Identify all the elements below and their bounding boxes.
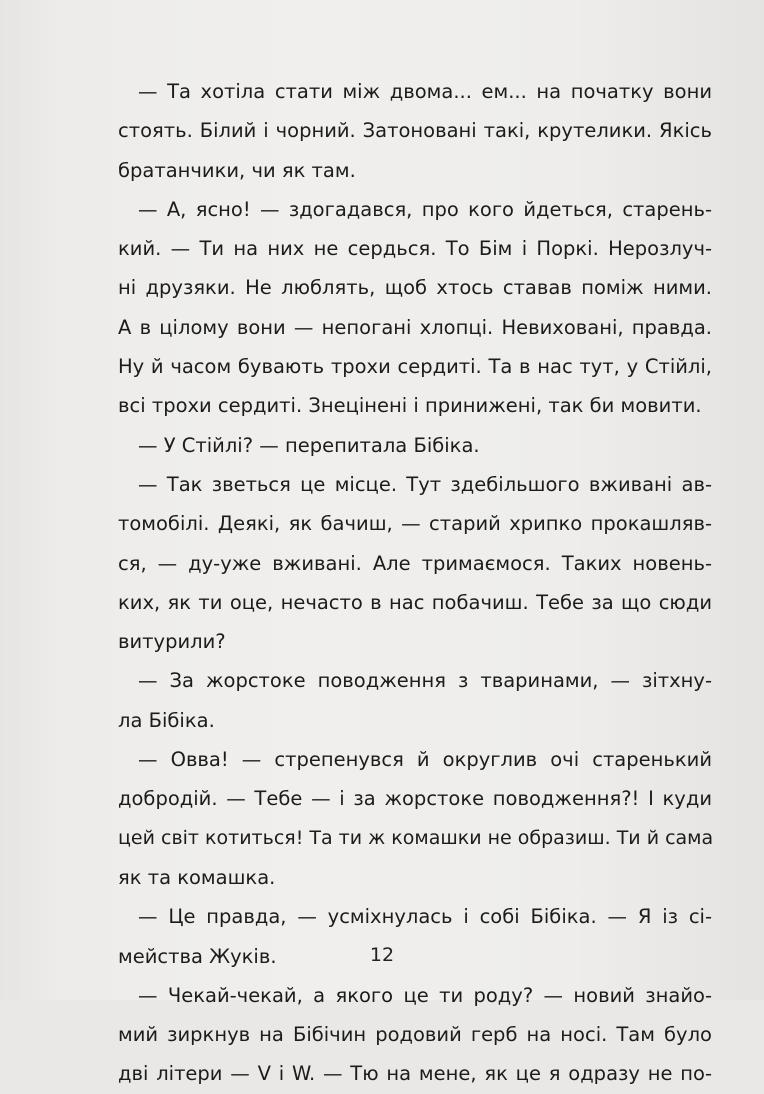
text-line: цей світ котиться! Та ти ж комашки не образиш. Ти й сама	[118, 826, 714, 849]
text-line: — А, ясно! — здогадався, про кого йдеться, старень-	[138, 197, 712, 221]
text-line: — Та хотіла стати між двома... ем... на початку вони	[138, 80, 712, 103]
text-line: кий. — Ти на них не сердься. То Бім і Поркі. Нерозлуч-	[118, 237, 712, 261]
text-line: — Чекай-чекай, а якого це ти роду? — новий знайо-	[138, 983, 712, 1007]
text-line: — Овва! — стрепенувся й округлив очі старенький	[138, 748, 712, 772]
text-line: як та комашка.	[118, 865, 276, 889]
text-line: дві літери — V і W. — Тю на мене, як це я одразу не по-	[118, 1062, 712, 1086]
text-line: витурили?	[118, 630, 226, 654]
page-number: 12	[369, 944, 395, 966]
text-line: томобілі. Деякі, як бачиш, — старий хрипко прокашляв-	[118, 512, 712, 536]
text-line: ні друзяки. Не люблять, щоб хтось ставав поміж ними.	[118, 276, 712, 300]
text-line: всі трохи сердиті. Знецінені і принижені, так би мовити.	[118, 394, 702, 418]
text-line: мий зиркнув на Бібічин родовий герб на носі. Там було	[118, 1023, 712, 1047]
text-line: мейства Жуків.	[118, 944, 277, 968]
text-line: ся, — ду-уже вживані. Але тримаємося. Таких новень-	[118, 551, 712, 575]
text-line: ких, як ти оце, нечасто в нас побачиш. Тебе за що сюди	[118, 590, 712, 614]
text-line: добродій. — Тебе — і за жорстоке поводження?! І куди	[118, 787, 712, 811]
text-line: — За жорстоке поводження з тваринами, — зітхну-	[138, 669, 712, 693]
text-line: братанчики, чи як там.	[118, 158, 356, 182]
text-line: — Це правда, — усміхнулась і собі Бібіка. — Я із сі-	[138, 905, 712, 929]
text-line: ла Бібіка.	[118, 708, 215, 732]
text-line: стоять. Білий і чорний. Затоновані такі, крутелики. Якісь	[118, 119, 712, 143]
text-line: — У Стійлі? — перепитала Бібіка.	[138, 433, 480, 457]
text-line: — Так зветься це місце. Тут здебільшого вживані ав-	[138, 472, 712, 496]
text-line: Ну й часом бувають трохи сердиті. Та в нас тут, у Стійлі,	[118, 355, 712, 379]
text-line: А в цілому вони — непогані хлопці. Невиховані, правда.	[118, 315, 712, 339]
page-text	[118, 72, 712, 1094]
